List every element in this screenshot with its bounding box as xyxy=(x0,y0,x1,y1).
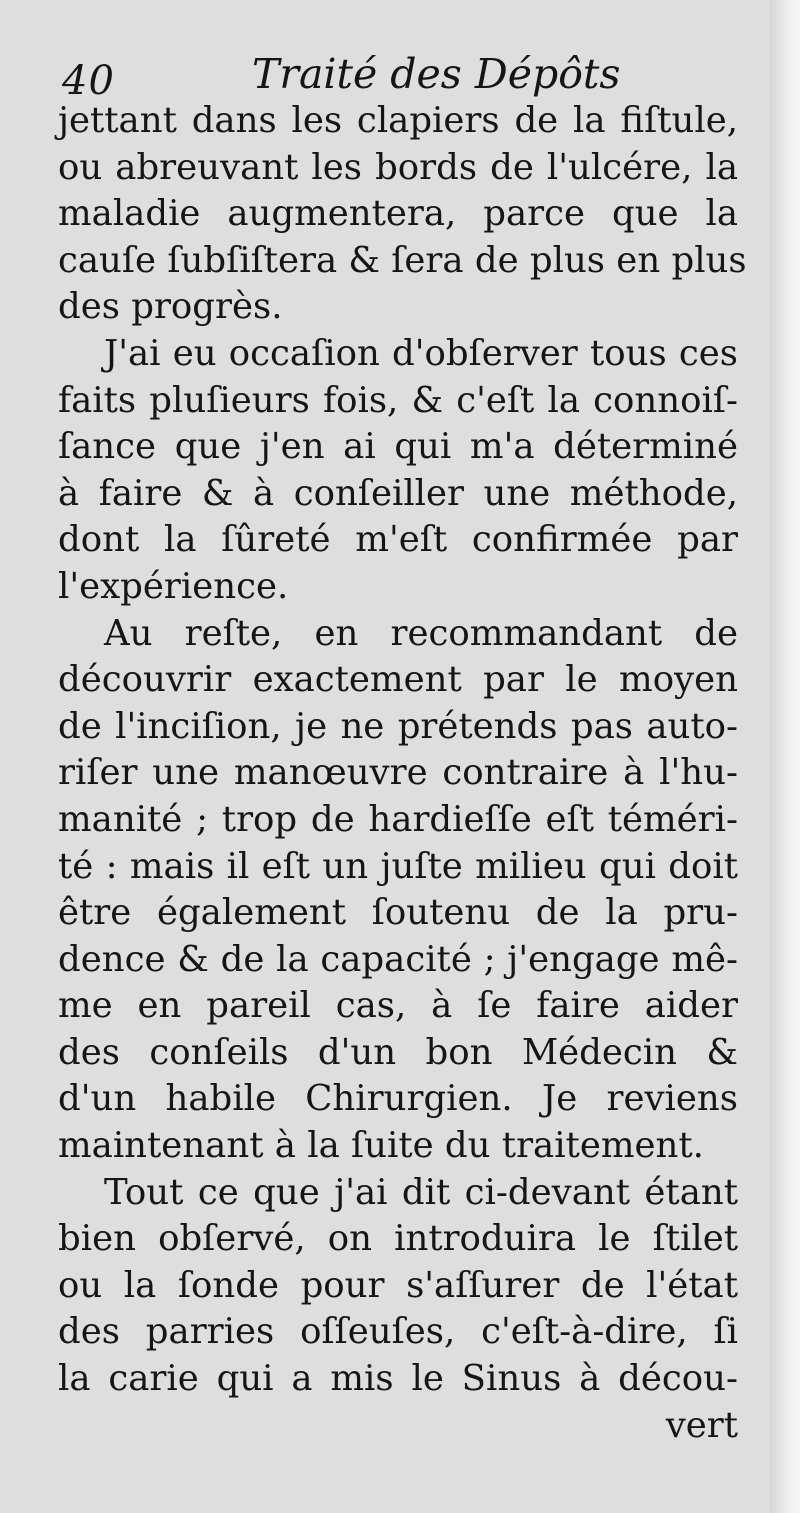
text-line: dont la ſûreté m'eſt confirmée par xyxy=(58,519,738,561)
text-line: maintenant à la ſuite du traitement. xyxy=(58,1125,704,1167)
text-line: de l'inciſion, je ne prétends pas auto- xyxy=(58,705,738,747)
paragraph-start-line: Au reſte, en recommandant de xyxy=(104,612,738,654)
text-line: des parries oſſeuſes, c'eſt-à-dire, ſi xyxy=(58,1311,738,1353)
text-line: la carie qui a mis le Sinus à décou- xyxy=(58,1358,738,1400)
text-line: découvrir exactement par le moyen xyxy=(58,659,738,701)
text-line: jettant dans les clapiers de la fiſtule, xyxy=(58,100,738,141)
text-line: ou abreuvant les bords de l'ulcére, la xyxy=(58,146,738,188)
text-line: des progrès. xyxy=(58,286,283,328)
text-line: maladie augmentera, parce que la xyxy=(58,193,738,235)
catchword: vert xyxy=(665,1404,738,1446)
text-line: me en pareil cas, à ſe faire aider xyxy=(58,985,738,1027)
paragraph-start-line: J'ai eu occaſion d'obſerver tous ces xyxy=(104,332,738,374)
text-line: riſer une manœuvre contraire à l'hu- xyxy=(58,752,738,794)
text-line: ſance que j'en ai qui m'a déterminé xyxy=(58,426,738,468)
text-line: être également ſoutenu de la pru- xyxy=(58,892,738,934)
running-title: Traité des Dépôts xyxy=(252,50,621,98)
page-edge-shadow xyxy=(770,0,800,1513)
text-line: des conſeils d'un bon Médecin & xyxy=(58,1031,738,1073)
text-line: à faire & à conſeiller une méthode, xyxy=(58,472,738,514)
text-line: faits pluſieurs fois, & c'eſt la connoiſ- xyxy=(58,379,738,421)
text-line: ou la ſonde pour s'aſſurer de l'état xyxy=(58,1264,738,1306)
body-text xyxy=(58,98,747,1449)
text-line: bien obſervé, on introduira le ſtilet xyxy=(58,1218,738,1260)
text-line: manité ; trop de hardieſſe eſt téméri- xyxy=(58,798,738,840)
text-line: té : mais il eſt un juſte milieu qui doit xyxy=(58,845,738,887)
text-line: l'expérience. xyxy=(58,565,289,607)
text-line: cauſe ſubſiſtera & ſera de plus en plus xyxy=(58,239,747,281)
text-line: dence & de la capacité ; j'engage mê- xyxy=(58,938,738,980)
text-line: d'un habile Chirurgien. Je reviens xyxy=(58,1078,738,1120)
page-number: 40 xyxy=(62,58,115,104)
paragraph-start-line: Tout ce que j'ai dit ci-devant étant xyxy=(104,1171,738,1213)
